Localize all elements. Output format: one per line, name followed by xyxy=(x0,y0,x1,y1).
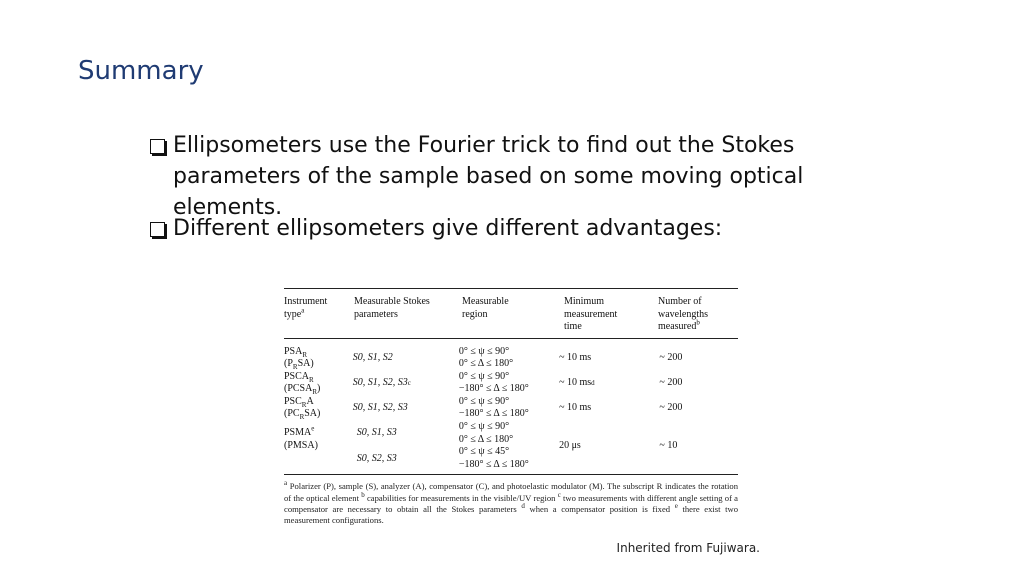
instrument-psca: $PSCA_R$ $(PCSA_R)$ xyxy=(284,370,321,397)
stokes-psa: S0, S1, S2 xyxy=(352,351,393,363)
time-pscra: ~ 10 ms xyxy=(559,402,592,414)
stokes-psca: S0, S1, S2, S3 c xyxy=(352,376,411,388)
instrument-pscra: $PSC_RA$ $(PC_RSA)$ xyxy=(284,395,321,422)
table-body xyxy=(284,339,738,472)
table-bottom-rule xyxy=(284,474,738,475)
table-row xyxy=(284,421,738,471)
region-psca: 0° ≤ ψ ≤ 90° −180° ≤ Δ ≤ 180° xyxy=(458,370,529,395)
wavelengths-psma: ~ 10 xyxy=(659,439,678,451)
region-pscra: 0° ≤ ψ ≤ 90° −180° ≤ Δ ≤ 180° xyxy=(458,395,529,420)
ellipsometer-comparison-table xyxy=(284,288,738,526)
instrument-psa: $PSA_R$ $(P_RSA)$ xyxy=(284,345,314,372)
bullet-text: Ellipsometers use the Fourier trick to find out the Stokes parameters of the sample based on some moving optical elements. xyxy=(173,133,804,220)
checkbox-bullet-icon xyxy=(150,139,165,154)
table-row xyxy=(284,396,738,421)
header-measurable-region: Measurable region xyxy=(462,296,509,320)
time-psa: ~ 10 ms xyxy=(559,351,592,363)
wavelengths-psca: ~ 200 xyxy=(659,376,683,388)
region-psma: 0° ≤ ψ ≤ 90° 0° ≤ Δ ≤ 180° 0° ≤ ψ ≤ 45° −180° ≤ Δ ≤ 180° xyxy=(458,421,529,470)
bullet-list xyxy=(150,130,850,244)
region-psa: 0° ≤ ψ ≤ 90° 0° ≤ Δ ≤ 180° xyxy=(458,345,514,370)
time-psca: ~ 10 ms d xyxy=(559,376,595,388)
checkbox-bullet-icon xyxy=(150,222,165,237)
time-psma: 20 μs xyxy=(559,439,581,451)
instrument-psma: PSMA$^e$ (PMSA) xyxy=(284,424,318,451)
wavelengths-psa: ~ 200 xyxy=(659,351,683,363)
source-credit: Inherited from Fujiwara. xyxy=(616,541,760,555)
table-row xyxy=(284,346,738,371)
wavelengths-pscra: ~ 200 xyxy=(659,402,683,414)
stokes-psma: S0, S1, S3 S0, S2, S3 xyxy=(356,427,397,464)
header-stokes-parameters: Measurable Stokes parameters xyxy=(354,296,430,320)
header-measurement-time: Minimum measurement time xyxy=(564,296,618,332)
table-footnotes: $^a$ Polarizer (P), sample (S), analyzer (A), compensator (C), and photoelastic modulator (M). The subscript R indicates the rotation of the optical element $^b$ capabilities for measurements in the visible/UV region $^c$ two measurements with different angle setting of a compensator are necessary to obtain all the Stokes parameters $^d$ when a compensator position is fixed $^e$ there exist two measurement configurations. xyxy=(284,479,739,526)
table-header-row xyxy=(284,289,738,334)
header-instrument-type: Instrument type$^a$ xyxy=(284,296,328,320)
bullet-text: Different ellipsometers give different advantages: xyxy=(173,216,723,241)
table-row xyxy=(284,371,738,396)
bullet-item xyxy=(150,130,850,223)
header-wavelengths: Number of wavelengths measured$^b$ xyxy=(658,296,708,332)
slide-title: Summary xyxy=(78,56,204,86)
stokes-pscra: S0, S1, S2, S3 xyxy=(352,402,408,414)
